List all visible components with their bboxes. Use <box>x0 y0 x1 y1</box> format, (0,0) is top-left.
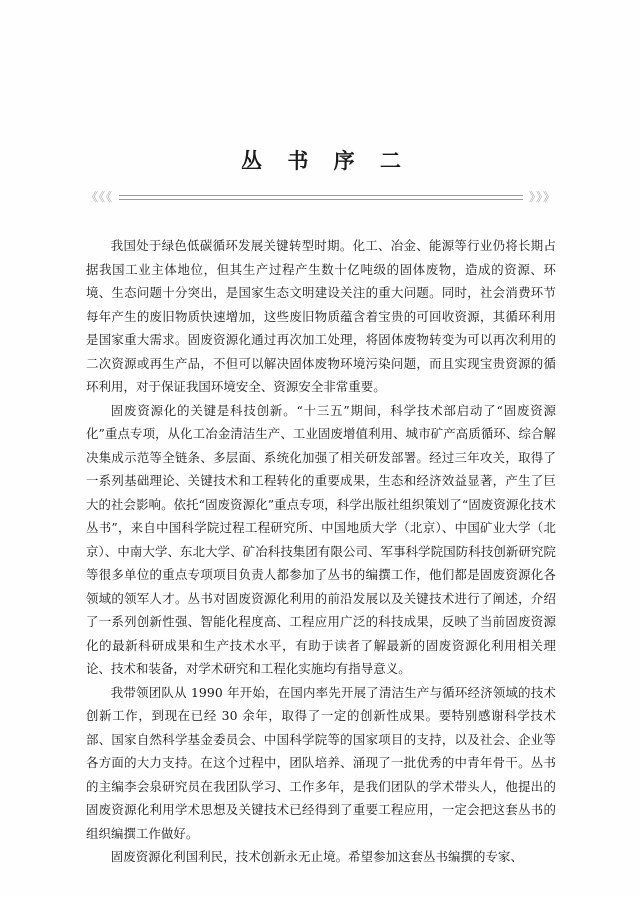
right-chevrons-icon: 》》》 <box>528 190 556 205</box>
paragraph: 我带领团队从 1990 年开始，在国内率先开展了清洁生产与循环经济领域的技术创新工作，到现在已经 30 余年，取得了一定的创新性成果。要特别感谢科学技术部、国家自然科学基金委员会、中国科学院等的国家项目的支持，以及社会、企业等各方面的大力支持。在这个过程中，团队培养、涌现了一批优秀的中青年骨干。丛书的主编李会泉研究员在我团队学习、工作多年，是我们团队的学术带头人，他提出的固废资源化利用学术思想及关键技术已经得到了重要工程应用，一定会把这套丛书的组织编撰工作做好。 <box>86 684 556 841</box>
paragraph: 固废资源化利国利民，技术创新永无止境。希望参加这套丛书编撰的专家、 <box>110 849 523 865</box>
title-block <box>86 148 556 204</box>
left-chevrons-icon: 《《《 <box>86 190 114 205</box>
page-content <box>86 0 556 897</box>
ornament-divider <box>119 195 523 200</box>
paragraph: 固废资源化的关键是科技创新。“十三五”期间，科学技术部启动了“固废资源化”重点专项，从化工冶金清洁生产、工业固废增值利用、城市矿产高质循环、综合解决集成示范等全链条、多层面、系统化加强了相关研发部署。经过三年攻关，取得了一系列基础理论、关键技术和工程转化的重要成果，生态和经济效益显著，产生了巨大的社会影响。依托“固废资源化”重点专项，科学出版社组织策划了“固废资源化技术丛书”，来自中国科学院过程工程研究所、中国地质大学（北京）、中国矿业大学（北京）、中南大学、东北大学、矿冶科技集团有限公司、军事科学院国防科技创新研究院等很多单位的重点专项项目负责人都参加了丛书的编撰工作，他们都是固废资源化各领域的领军人才。丛书对固废资源化利用的前沿发展以及关键技术进行了阐述，介绍了一系列创新性强、智能化程度高、工程应用广泛的科技成果，反映了当前固废资源化的最新科研成果和生产技术水平，有助于读者了解最新的固废资源化利用相关理论、技术和装备，对学术研究和工程化实施均有指导意义。 <box>86 402 556 677</box>
page-title: 丛 书 序 二 <box>241 148 410 173</box>
title-ornament <box>86 190 556 204</box>
body-text <box>86 234 556 869</box>
paragraph: 我国处于绿色低碳循环发展关键转型时期。化工、冶金、能源等行业仍将长期占据我国工业主体地位，但其生产过程产生数十亿吨级的固体废物，造成的资源、环境、生态问题十分突出，是国家生态文明建设关注的重大问题。同时，社会消费环节每年产生的废旧物质快速增加，这些废旧物质蕴含着宝贵的可回收资源，其循环利用是国家重大需求。固废资源化通过再次加工处理，将固体废物转变为可以再次利用的二次资源或再生产品，不但可以解决固体废物环境污染问题，而且实现宝贵资源的循环利用，对于保证我国环境安全、资源安全非常重要。 <box>86 238 556 395</box>
